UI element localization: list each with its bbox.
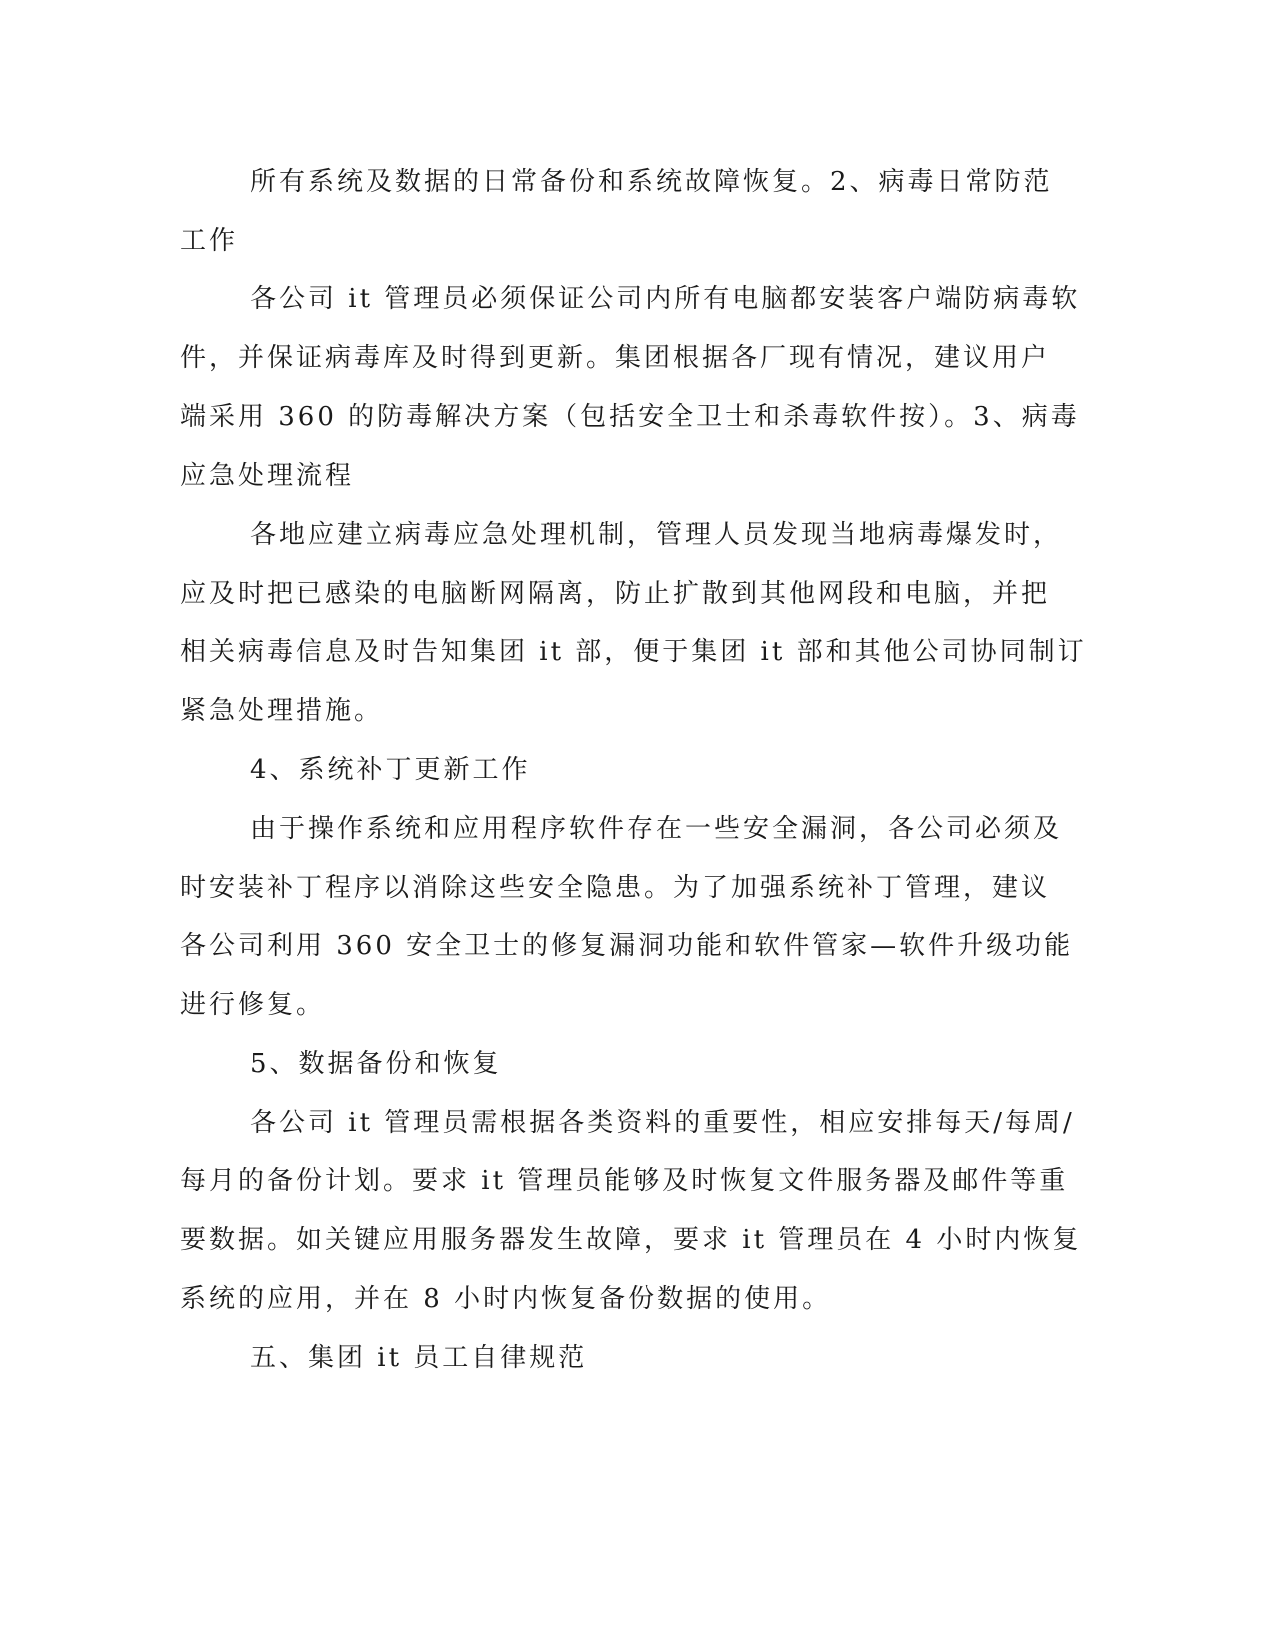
text-line: 各地应建立病毒应急处理机制，管理人员发现当地病毒爆发时， xyxy=(250,520,1063,550)
section-heading: 5、数据备份和恢复 xyxy=(250,1049,502,1079)
text-line: 端采用 360 的防毒解决方案（包括安全卫士和杀毒软件按）。3、病毒 xyxy=(180,402,1080,432)
section-heading: 4、系统补丁更新工作 xyxy=(250,755,531,785)
text-line: 进行修复。 xyxy=(180,990,326,1020)
text-line: 相关病毒信息及时告知集团 it 部，便于集团 it 部和其他公司协同制订 xyxy=(180,637,1087,667)
text-line: 每月的备份计划。要求 it 管理员能够及时恢复文件服务器及邮件等重 xyxy=(180,1166,1069,1196)
text-line: 时安装补丁程序以消除这些安全隐患。为了加强系统补丁管理，建议 xyxy=(180,873,1051,903)
text-line: 各公司 it 管理员需根据各类资料的重要性，相应安排每天/每周/ xyxy=(250,1108,1075,1138)
text-line: 系统的应用，并在 8 小时内恢复备份数据的使用。 xyxy=(180,1284,832,1314)
text-line: 所有系统及数据的日常备份和系统故障恢复。2、病毒日常防范 xyxy=(250,167,1053,197)
section-heading: 五、集团 it 员工自律规范 xyxy=(250,1343,588,1373)
text-line: 紧急处理措施。 xyxy=(180,696,384,726)
text-line: 要数据。如关键应用服务器发生故障，要求 it 管理员在 4 小时内恢复 xyxy=(180,1225,1082,1255)
text-line: 应及时把已感染的电脑断网隔离，防止扩散到其他网段和电脑，并把 xyxy=(180,579,1051,609)
text-line: 各公司 it 管理员必须保证公司内所有电脑都安装客户端防病毒软 xyxy=(250,284,1081,314)
text-line: 由于操作系统和应用程序软件存在一些安全漏洞，各公司必须及 xyxy=(250,814,1063,844)
text-line: 各公司利用 360 安全卫士的修复漏洞功能和软件管家—软件升级功能 xyxy=(180,931,1074,961)
text-line: 件，并保证病毒库及时得到更新。集团根据各厂现有情况，建议用户 xyxy=(180,343,1051,373)
text-line: 工作 xyxy=(180,226,239,256)
text-line: 应急处理流程 xyxy=(180,461,355,491)
